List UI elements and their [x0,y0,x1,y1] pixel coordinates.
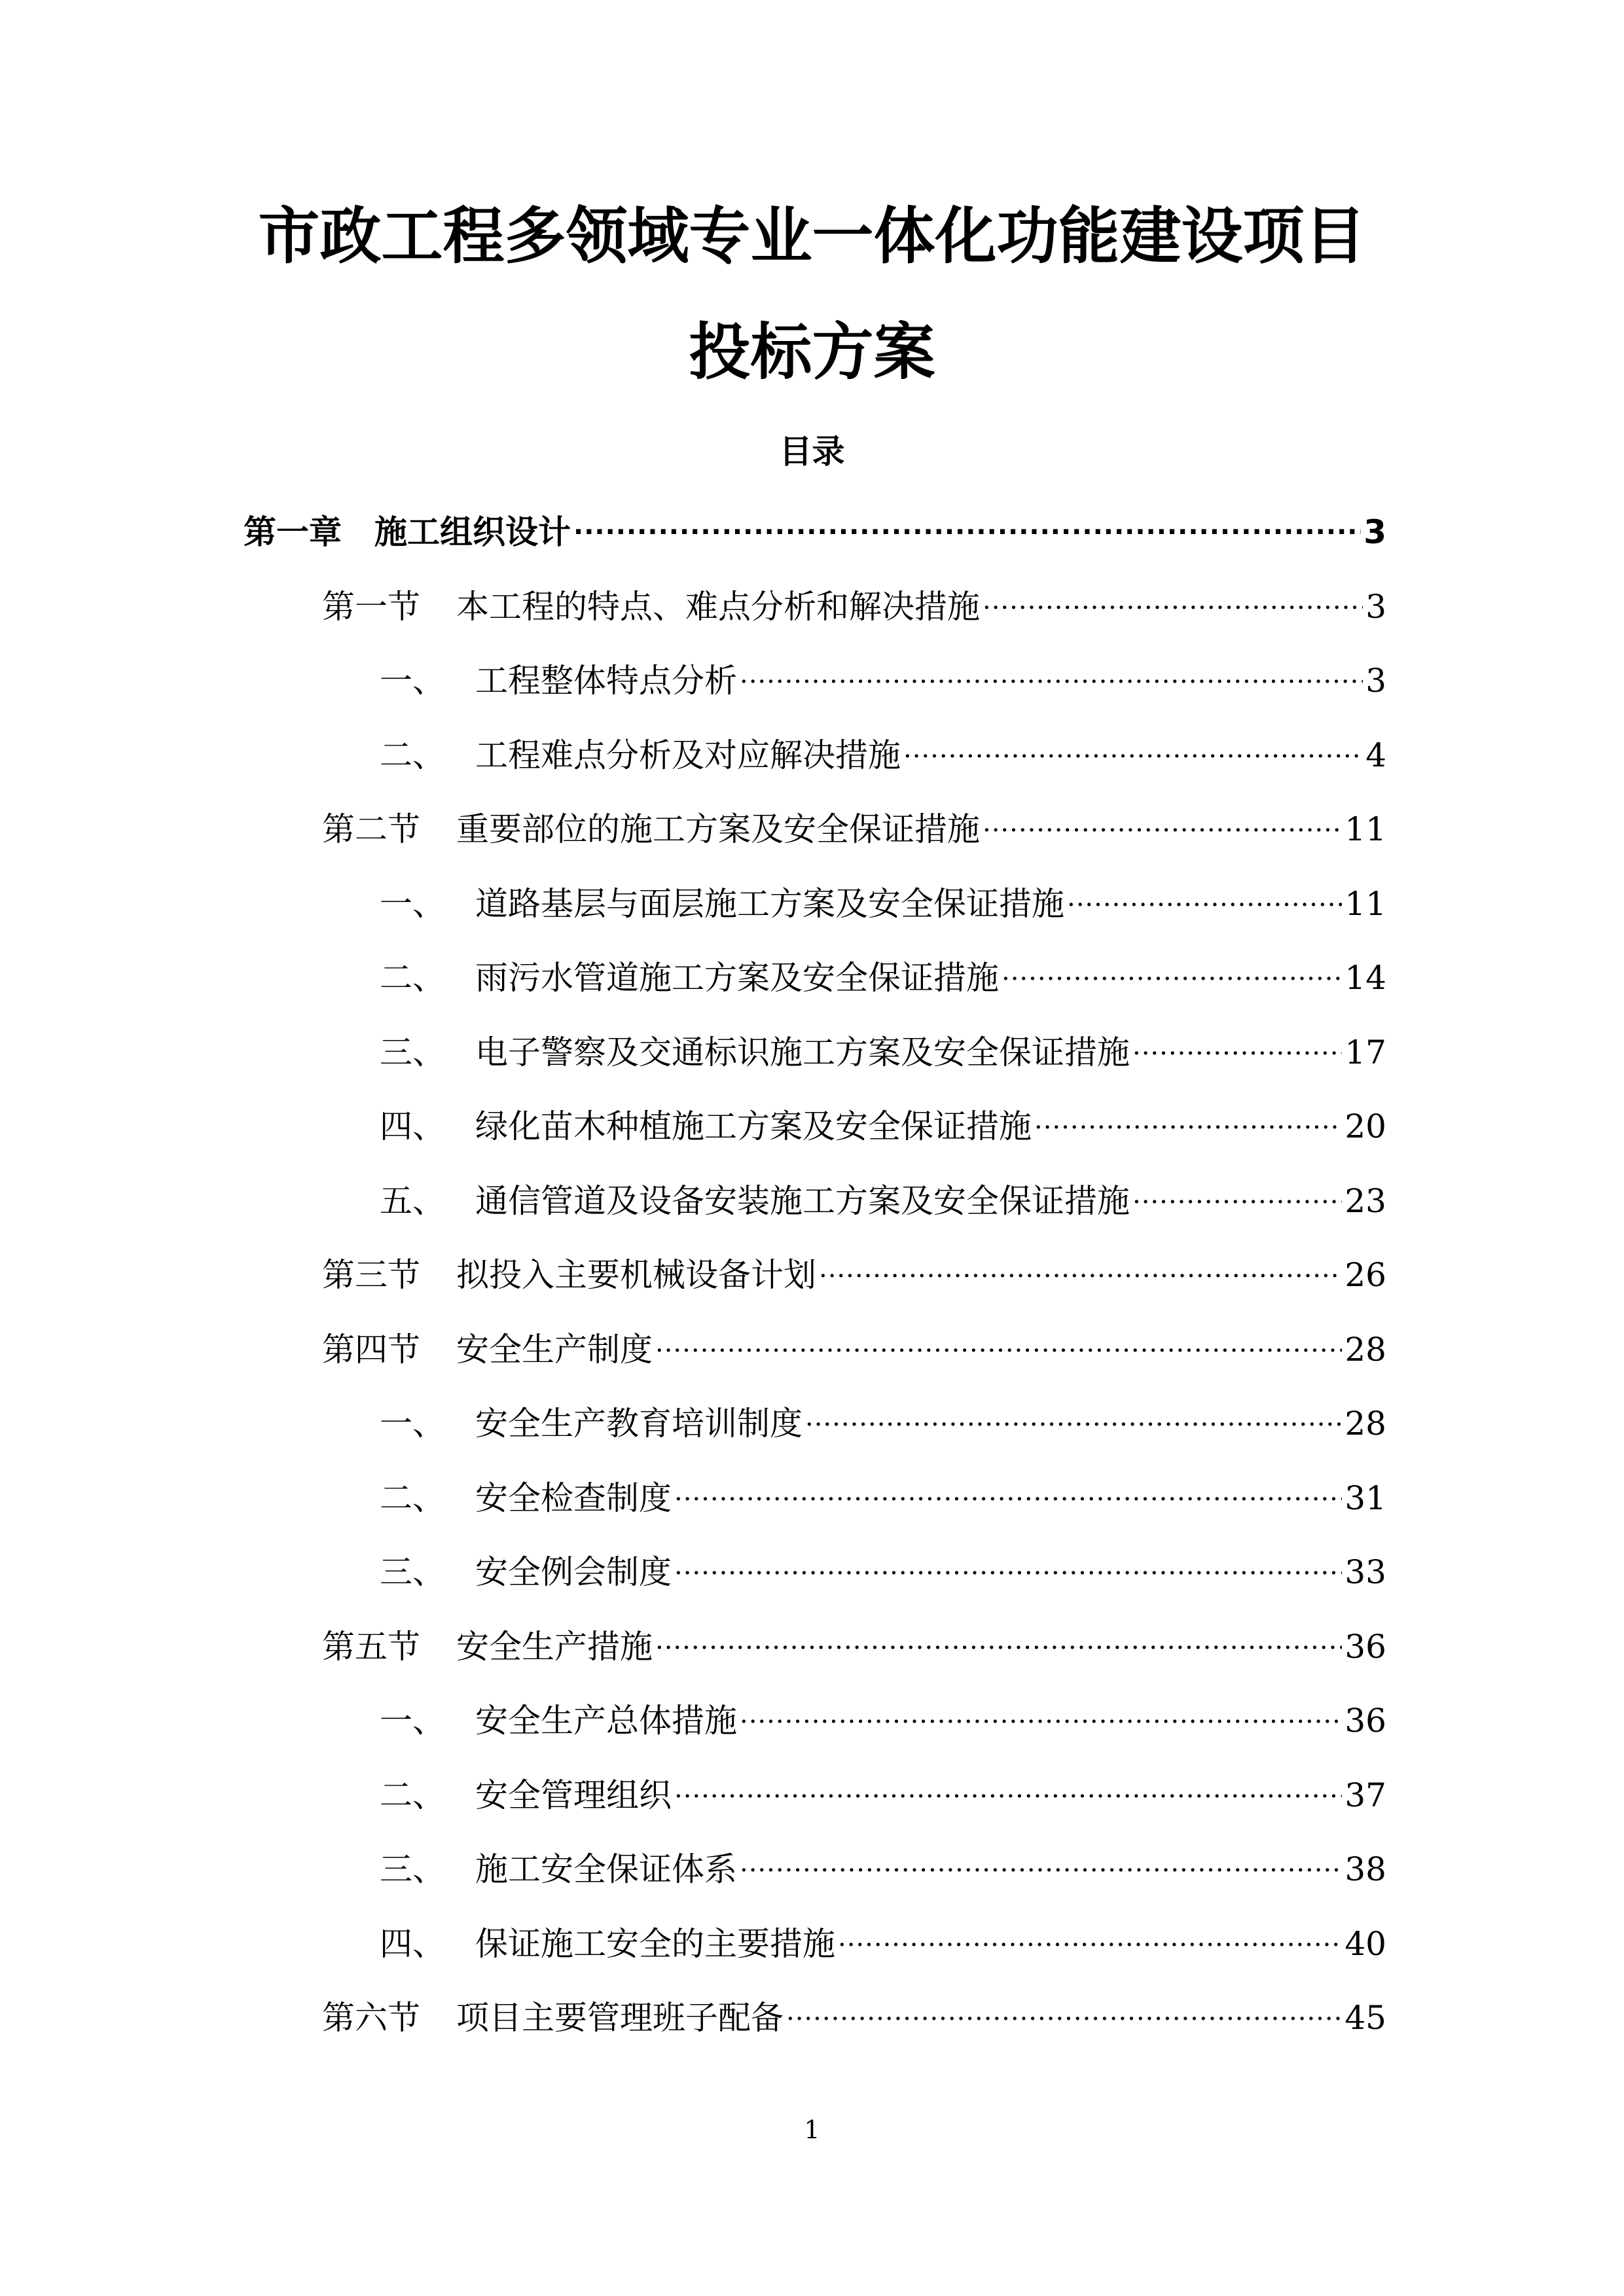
toc-entry[interactable] [380,727,1386,780]
toc-entry-page: 37 [1344,1776,1386,1814]
toc-entry-number: 二、 [380,1479,445,1517]
toc-entry-label: 雨污水管道施工方案及安全保证措施 [475,959,999,997]
toc-entry-page: 11 [1344,810,1386,848]
toc-entry-page: 23 [1344,1182,1386,1220]
toc-entry-number: 二、 [380,959,445,997]
toc-entry-label: 保证施工安全的主要措施 [475,1925,835,1963]
toc-entry-number: 五、 [380,1182,445,1220]
toc-entry-number: 第一节 [322,588,420,626]
toc-dot-leader [1067,876,1342,915]
toc-entry-page: 3 [1365,588,1386,626]
toc-entry-label: 施工安全保证体系 [475,1850,737,1888]
document-title-line-2: 投标方案 [689,317,935,388]
toc-entry[interactable] [380,876,1386,928]
toc-dot-leader [838,1916,1342,1955]
toc-entry-label: 拟投入主要机械设备计划 [456,1256,816,1294]
toc-entry-page: 36 [1344,1702,1386,1740]
footer-page-number: 1 [804,2115,820,2144]
toc-entry-page: 4 [1365,736,1386,774]
toc-entry-number: 第一章 [244,513,342,551]
toc-dot-leader [740,1841,1342,1880]
toc-dot-leader [983,579,1363,618]
toc-entry-label: 安全检查制度 [475,1479,672,1517]
toc-dot-leader [1001,950,1342,989]
toc-entry-number: 三、 [380,1553,445,1591]
toc-dot-leader [655,1619,1342,1658]
toc-entry-label: 工程难点分析及对应解决措施 [475,736,901,774]
toc-entry-page: 11 [1344,885,1386,923]
toc-dot-leader [674,1470,1342,1509]
toc-entry-label: 通信管道及设备安装施工方案及安全保证措施 [475,1182,1130,1220]
toc-entry-number: 二、 [380,736,445,774]
toc-entry-page: 38 [1344,1850,1386,1888]
toc-entry[interactable] [322,1321,1386,1374]
toc-dot-leader [674,1544,1342,1583]
toc-entry-label: 工程整体特点分析 [475,662,737,700]
toc-entry[interactable] [322,1619,1386,1671]
toc-entry[interactable] [244,504,1386,556]
toc-dot-leader [1034,1098,1342,1138]
toc-dot-leader [983,801,1342,840]
toc-entry[interactable] [380,1916,1386,1968]
toc-entry-number: 一、 [380,1405,445,1443]
toc-entry-label: 安全生产制度 [456,1331,653,1369]
toc-entry[interactable] [380,1470,1386,1522]
toc-heading: 目录 [779,433,845,471]
toc-dot-leader [786,1990,1342,2029]
toc-dot-leader [740,1693,1342,1732]
toc-entry-label: 重要部位的施工方案及安全保证措施 [456,810,980,848]
toc-entry-page: 28 [1344,1331,1386,1369]
toc-entry-label: 安全例会制度 [475,1553,672,1591]
toc-entry-number: 一、 [380,885,445,923]
toc-entry-page: 17 [1344,1033,1386,1071]
toc-entry-label: 安全生产总体措施 [475,1702,737,1740]
toc-entry[interactable] [380,1098,1386,1151]
toc-entry-page: 45 [1344,1999,1386,2037]
toc-dot-leader [573,504,1361,543]
toc-entry-number: 一、 [380,662,445,700]
toc-dot-leader [805,1395,1342,1435]
toc-entry-page: 3 [1365,662,1386,700]
toc-entry[interactable] [380,1841,1386,1893]
toc-entry-page: 20 [1344,1107,1386,1145]
toc-entry[interactable] [322,579,1386,631]
toc-entry[interactable] [380,1173,1386,1225]
toc-entry[interactable] [322,1247,1386,1299]
toc-entry-number: 三、 [380,1033,445,1071]
toc-entry-page: 36 [1344,1628,1386,1666]
toc-entry-label: 电子警察及交通标识施工方案及安全保证措施 [475,1033,1130,1071]
document-title-line-1: 市政工程多领域专业一体化功能建设项目 [258,201,1366,272]
toc-entry-number: 第六节 [322,1999,420,2037]
toc-dot-leader [819,1247,1342,1286]
toc-entry[interactable] [380,1693,1386,1745]
toc-entry-number: 四、 [380,1925,445,1963]
toc-entry-number: 第五节 [322,1628,420,1666]
toc-entry-label: 安全管理组织 [475,1776,672,1814]
toc-entry-page: 40 [1344,1925,1386,1963]
toc-entry-label: 本工程的特点、难点分析和解决措施 [456,588,980,626]
toc-entry-label: 绿化苗木种植施工方案及安全保证措施 [475,1107,1032,1145]
toc-entry-page: 33 [1344,1553,1386,1591]
toc-entry-label: 安全生产教育培训制度 [475,1405,803,1443]
toc-dot-leader [1132,1024,1342,1064]
toc-entry-number: 第三节 [322,1256,420,1294]
toc-entry-page: 14 [1344,959,1386,997]
toc-entry[interactable] [380,1395,1386,1448]
toc-entry[interactable] [380,1767,1386,1820]
toc-entry-label: 安全生产措施 [456,1628,653,1666]
toc-entry-label: 施工组织设计 [374,513,571,551]
toc-entry-number: 第二节 [322,810,420,848]
toc-entry-number: 二、 [380,1776,445,1814]
toc-dot-leader [1132,1173,1342,1212]
toc-entry[interactable] [322,1990,1386,2042]
toc-entry-number: 第四节 [322,1331,420,1369]
toc-entry[interactable] [380,950,1386,1002]
toc-entry[interactable] [380,1024,1386,1077]
toc-entry-number: 三、 [380,1850,445,1888]
toc-dot-leader [903,727,1363,766]
toc-entry-page: 3 [1363,513,1386,551]
toc-entry[interactable] [380,1544,1386,1596]
toc-entry[interactable] [322,801,1386,853]
toc-entry-label: 项目主要管理班子配备 [456,1999,784,2037]
toc-dot-leader [655,1321,1342,1361]
toc-entry-label: 道路基层与面层施工方案及安全保证措施 [475,885,1064,923]
toc-entry-number: 四、 [380,1107,445,1145]
toc-entry-page: 28 [1344,1405,1386,1443]
toc-entry-page: 31 [1344,1479,1386,1517]
toc-entry[interactable] [380,653,1386,705]
toc-entry-number: 一、 [380,1702,445,1740]
toc-dot-leader [740,653,1363,692]
toc-entry-page: 26 [1344,1256,1386,1294]
toc-dot-leader [674,1767,1342,1806]
